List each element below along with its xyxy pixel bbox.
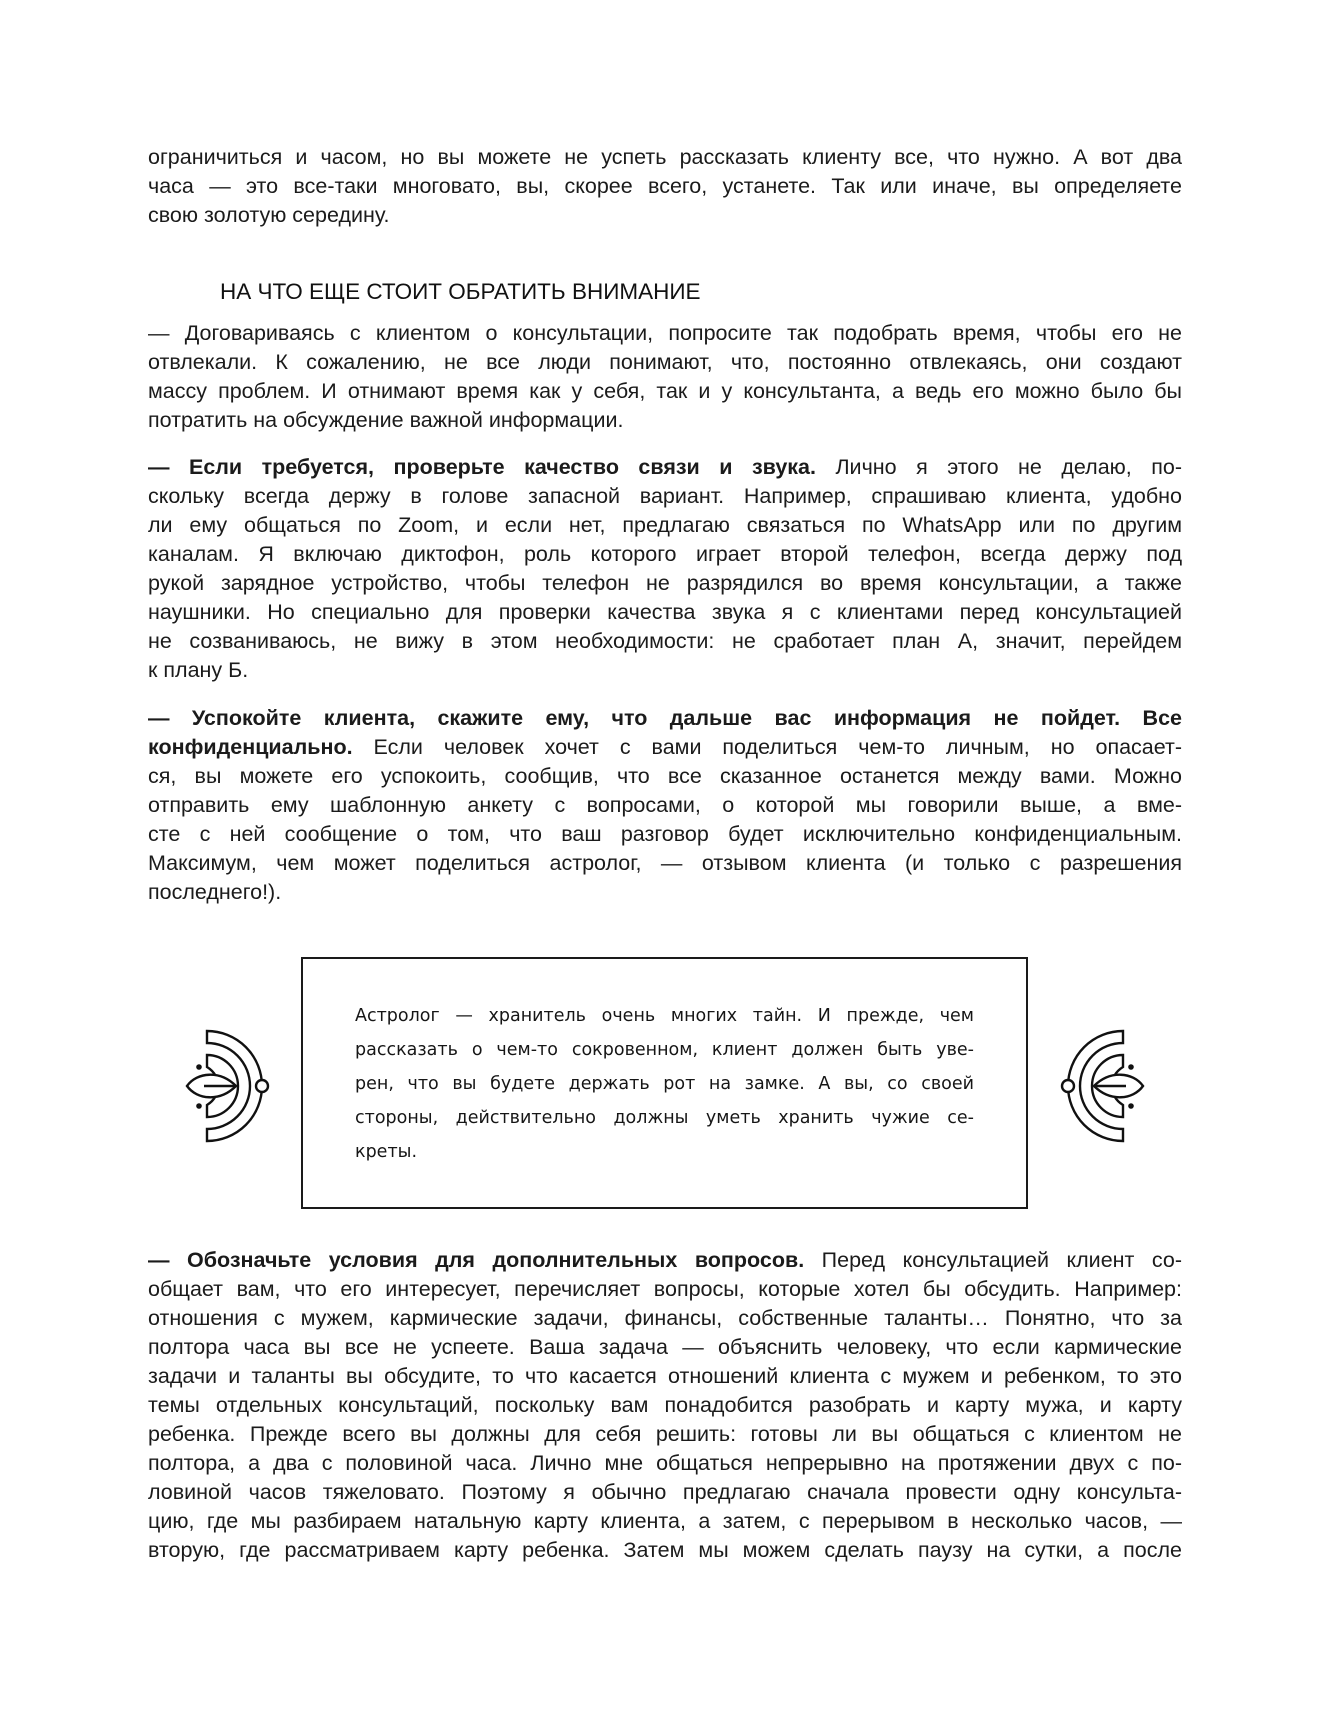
text-line: общает вам, что его интересует, перечисляет вопросы, которые хотел бы обсудить. Например: xyxy=(148,1277,1182,1301)
callout-line: Астролог — хранитель очень многих тайн. И прежде, чем xyxy=(355,1006,974,1026)
text-line: ребенка. Прежде всего вы должны для себя решить: готовы ли вы общаться с клиентом не xyxy=(148,1422,1182,1446)
text-line: ловиной часов тяжеловато. Поэтому я обычно предлагаю сначала провести одну консульта- xyxy=(148,1480,1182,1504)
paragraph-confidentiality xyxy=(148,704,1182,907)
text-line: часа — это все-таки многовато, вы, скорее всего, устанете. Так или иначе, вы определяете xyxy=(148,174,1182,198)
text-line: потратить на обсуждение важной информации. xyxy=(148,408,624,432)
text-run: Перед консультацией клиент со- xyxy=(804,1248,1182,1272)
text-line xyxy=(148,1246,1182,1275)
text-line: — Договариваясь с клиентом о консультации, попросите так подобрать время, чтобы его не xyxy=(148,321,1182,345)
section-heading: НА ЧТО ЕЩЕ СТОИТ ОБРАТИТЬ ВНИМАНИЕ xyxy=(220,279,701,304)
text-line: цию, где мы разбираем натальную карту клиента, а затем, с перерывом в несколько часов, — xyxy=(148,1509,1182,1533)
paragraph-distractions xyxy=(148,319,1182,435)
bold-lead: — Успокойте клиента, скажите ему, что дальше вас информация не пойдет. Все xyxy=(148,706,1182,730)
text-line: к плану Б. xyxy=(148,658,249,682)
callout-line: стороны, действительно должны уметь хранить чужие се- xyxy=(355,1108,974,1128)
text-line: не созваниваюсь, не вижу в этом необходимости: не сработает план А, значит, перейдем xyxy=(148,629,1182,653)
text-line xyxy=(148,733,1182,762)
text-line: сте с ней сообщение о том, что ваш разговор будет исключительно конфиденциальным. xyxy=(148,822,1182,846)
text-line: темы отдельных консультаций, поскольку вам понадобится разобрать и карту мужа, и карту xyxy=(148,1393,1182,1417)
text-line: каналам. Я включаю диктофон, роль которого играет второй телефон, всегда держу под xyxy=(148,542,1182,566)
text-line: свою золотую середину. xyxy=(148,203,390,227)
text-line xyxy=(148,453,1182,482)
text-line: Максимум, чем может поделиться астролог, — отзывом клиента (и только с разрешения xyxy=(148,851,1182,875)
text-run: Если человек хочет с вами поделиться чем-то личным, но опасает- xyxy=(352,735,1182,759)
text-line: наушники. Но специально для проверки качества звука я с клиентами перед консультацией xyxy=(148,600,1182,624)
paragraph-additional-questions xyxy=(148,1246,1182,1565)
text-run: Лично я этого не делаю, по- xyxy=(815,455,1182,479)
lotus-half-moon-icon xyxy=(182,1026,272,1146)
paragraph-check-connection xyxy=(148,453,1182,685)
text-line: ограничиться и часом, но вы можете не успеть рассказать клиенту все, что нужно. А вот два xyxy=(148,145,1182,169)
lotus-half-moon-icon xyxy=(1058,1026,1148,1146)
text-line: задачи и таланты вы обсудите, то что касается отношений клиента с мужем и ребенком, то это xyxy=(148,1364,1182,1388)
text-line: вторую, где рассматриваем карту ребенка. Затем мы можем сделать паузу на сутки, а после xyxy=(148,1538,1182,1562)
text-line xyxy=(148,704,1182,733)
callout-line: рассказать о чем-то сокровенном, клиент должен быть уве- xyxy=(355,1040,974,1060)
text-line: полтора, а два с половиной часа. Лично мне общаться непрерывно на протяжении двух с по- xyxy=(148,1451,1182,1475)
text-line: массу проблем. И отнимают время как у себя, так и у консультанта, а ведь его можно было бы xyxy=(148,379,1182,403)
callout-line: рен, что вы будете держать рот на замке. А вы, со своей xyxy=(355,1074,974,1094)
bold-lead: — Обозначьте условия для дополнительных вопросов. xyxy=(148,1248,805,1272)
intro-paragraph xyxy=(148,143,1182,230)
text-line: отправить ему шаблонную анкету с вопросами, о которой мы говорили выше, а вме- xyxy=(148,793,1182,817)
text-line: отвлекали. К сожалению, не все люди понимают, что, постоянно отвлекаясь, они создают xyxy=(148,350,1182,374)
text-line: ся, вы можете его успокоить, сообщив, что все сказанное останется между вами. Можно xyxy=(148,764,1182,788)
callout-line: креты. xyxy=(355,1142,418,1162)
text-line: последнего!). xyxy=(148,880,282,904)
callout-box xyxy=(301,957,1028,1209)
text-line: отношения с мужем, кармические задачи, финансы, собственные таланты… Понятно, что за xyxy=(148,1306,1182,1330)
text-line: ли ему общаться по Zoom, и если нет, предлагаю связаться по WhatsApp или по другим xyxy=(148,513,1182,537)
bold-lead: — Если требуется, проверьте качество связи и звука. xyxy=(148,455,816,479)
bold-lead: конфиденциально. xyxy=(148,735,353,759)
callout-text xyxy=(355,999,974,1169)
text-line: полтора часа вы все не успеете. Ваша задача — объяснить человеку, что если кармические xyxy=(148,1335,1182,1359)
text-line: скольку всегда держу в голове запасной вариант. Например, спрашиваю клиента, удобно xyxy=(148,484,1182,508)
text-line: рукой зарядное устройство, чтобы телефон не разрядился во время консультации, а также xyxy=(148,571,1182,595)
